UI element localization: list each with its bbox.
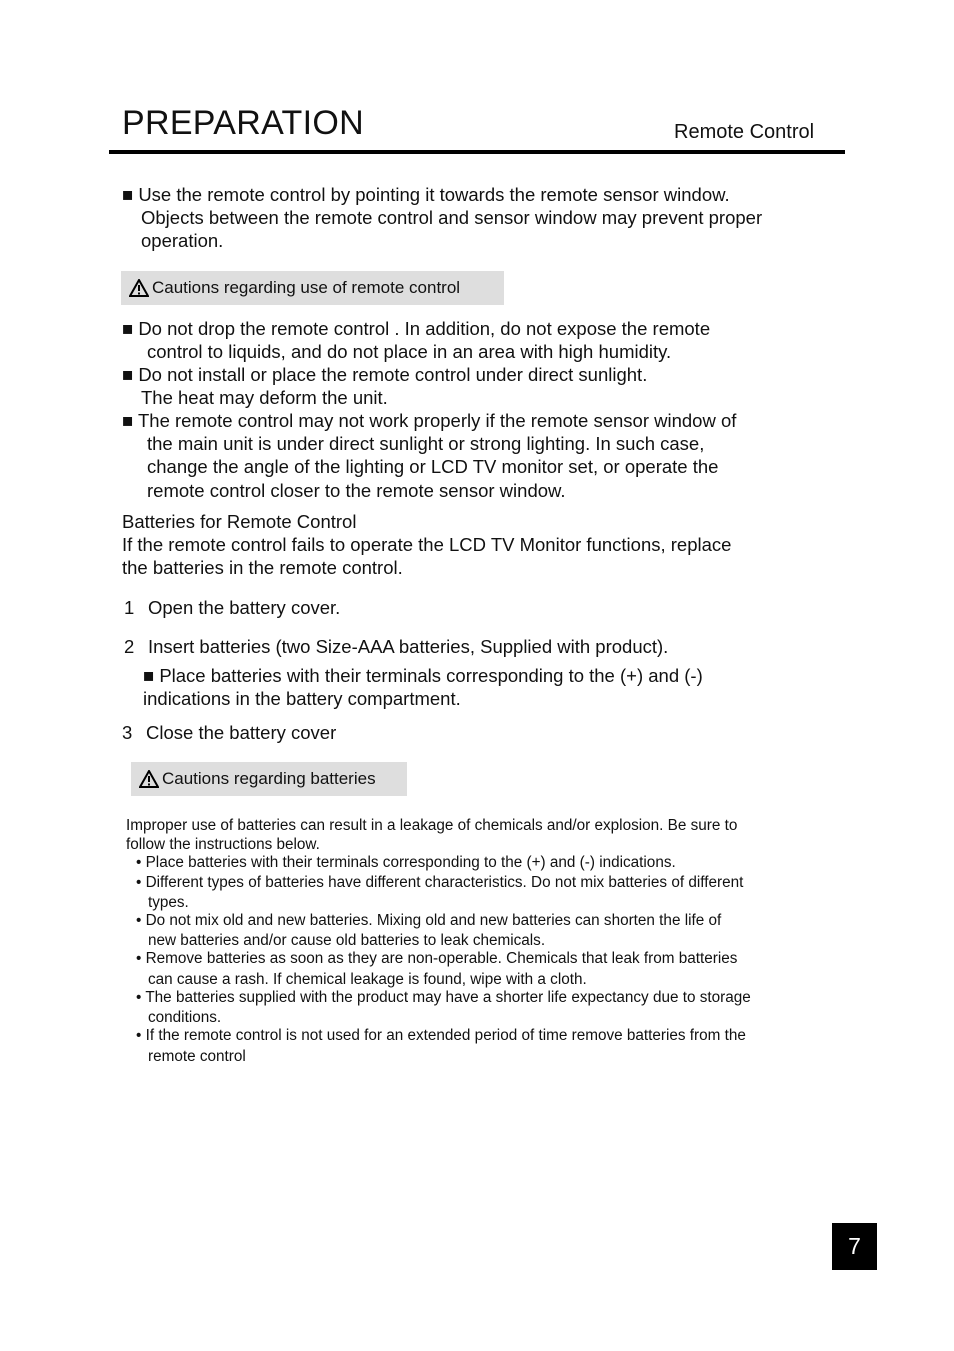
step-1-number: 1 — [124, 597, 135, 618]
remote-item-2-line-2: The heat may deform the unit. — [141, 387, 388, 408]
caution-batteries-title: Cautions regarding batteries — [162, 769, 376, 788]
battery-bullet-2-line-1: • Different types of batteries have different characteristics. Do not mix batteries of different — [136, 874, 744, 891]
battery-bullet-3-line-2: new batteries and/or cause old batteries to leak chemicals. — [148, 932, 546, 949]
remote-item-3-line-4: remote control closer to the remote sensor window. — [147, 480, 566, 501]
step-2-text: Insert batteries (two Size-AAA batteries, Supplied with product). — [148, 636, 669, 657]
battery-bullet-4-line-2: can cause a rash. If chemical leakage is found, wipe with a cloth. — [148, 971, 587, 988]
warning-icon — [129, 279, 149, 297]
caution-batteries-box — [131, 762, 407, 796]
remote-item-3-line-2: the main unit is under direct sunlight or strong lighting. In such case, — [147, 433, 705, 454]
battery-bullet-5-line-2: conditions. — [148, 1009, 222, 1026]
battery-bullet-6-line-2: remote control — [148, 1048, 246, 1065]
section-title: Remote Control — [674, 121, 815, 143]
battery-bullet-1-line-1: • Place batteries with their terminals corresponding to the (+) and (-) indications. — [136, 854, 676, 871]
battery-bullet-5-line-1: • The batteries supplied with the product may have a shorter life expectancy due to storage — [136, 989, 751, 1006]
remote-item-1-line-2: control to liquids, and do not place in an area with high humidity. — [147, 341, 672, 362]
intro-line-2: Objects between the remote control and sensor window may prevent proper — [141, 207, 763, 228]
intro-line-3: operation. — [141, 230, 224, 251]
step-3-text: Close the battery cover — [146, 722, 337, 743]
intro-line-1: ■ Use the remote control by pointing it towards the remote sensor window. — [122, 184, 730, 205]
remote-item-1-line-1: ■ Do not drop the remote control . In addition, do not expose the remote — [122, 318, 711, 339]
page-title: PREPARATION — [122, 104, 364, 142]
step-2-number: 2 — [124, 636, 135, 657]
battery-bullet-2-line-2: types. — [148, 894, 189, 911]
step-1-text: Open the battery cover. — [148, 597, 341, 618]
battery-bullet-4-line-1: • Remove batteries as soon as they are non-operable. Chemicals that leak from batteries — [136, 950, 738, 967]
batteries-intro-line-1: Improper use of batteries can result in a leakage of chemicals and/or explosion. Be sure to — [126, 817, 738, 834]
step-3-number: 3 — [122, 722, 133, 743]
step-2-sub-line-1: ■ Place batteries with their terminals corresponding to the (+) and (-) — [143, 665, 703, 686]
batteries-desc-line-2: the batteries in the remote control. — [122, 557, 403, 578]
caution-remote-title: Cautions regarding use of remote control — [152, 278, 461, 297]
battery-bullet-3-line-1: • Do not mix old and new batteries. Mixing old and new batteries can shorten the life of — [136, 912, 722, 929]
caution-remote-box — [121, 271, 504, 305]
remote-item-3-line-3: change the angle of the lighting or LCD TV monitor set, or operate the — [147, 456, 719, 477]
batteries-desc-line-1: If the remote control fails to operate the LCD TV Monitor functions, replace — [122, 534, 732, 555]
page-number: 7 — [832, 1223, 877, 1270]
warning-icon — [139, 770, 159, 788]
battery-bullet-6-line-1: • If the remote control is not used for an extended period of time remove batteries from the — [136, 1027, 746, 1044]
header-rule — [109, 150, 845, 154]
remote-item-2-line-1: ■ Do not install or place the remote control under direct sunlight. — [122, 364, 648, 385]
batteries-intro-line-2: follow the instructions below. — [126, 836, 320, 853]
batteries-heading: Batteries for Remote Control — [122, 511, 357, 532]
remote-item-3-line-1: ■ The remote control may not work properly if the remote sensor window of — [122, 410, 737, 431]
step-2-sub-line-2: indications in the battery compartment. — [143, 688, 461, 709]
